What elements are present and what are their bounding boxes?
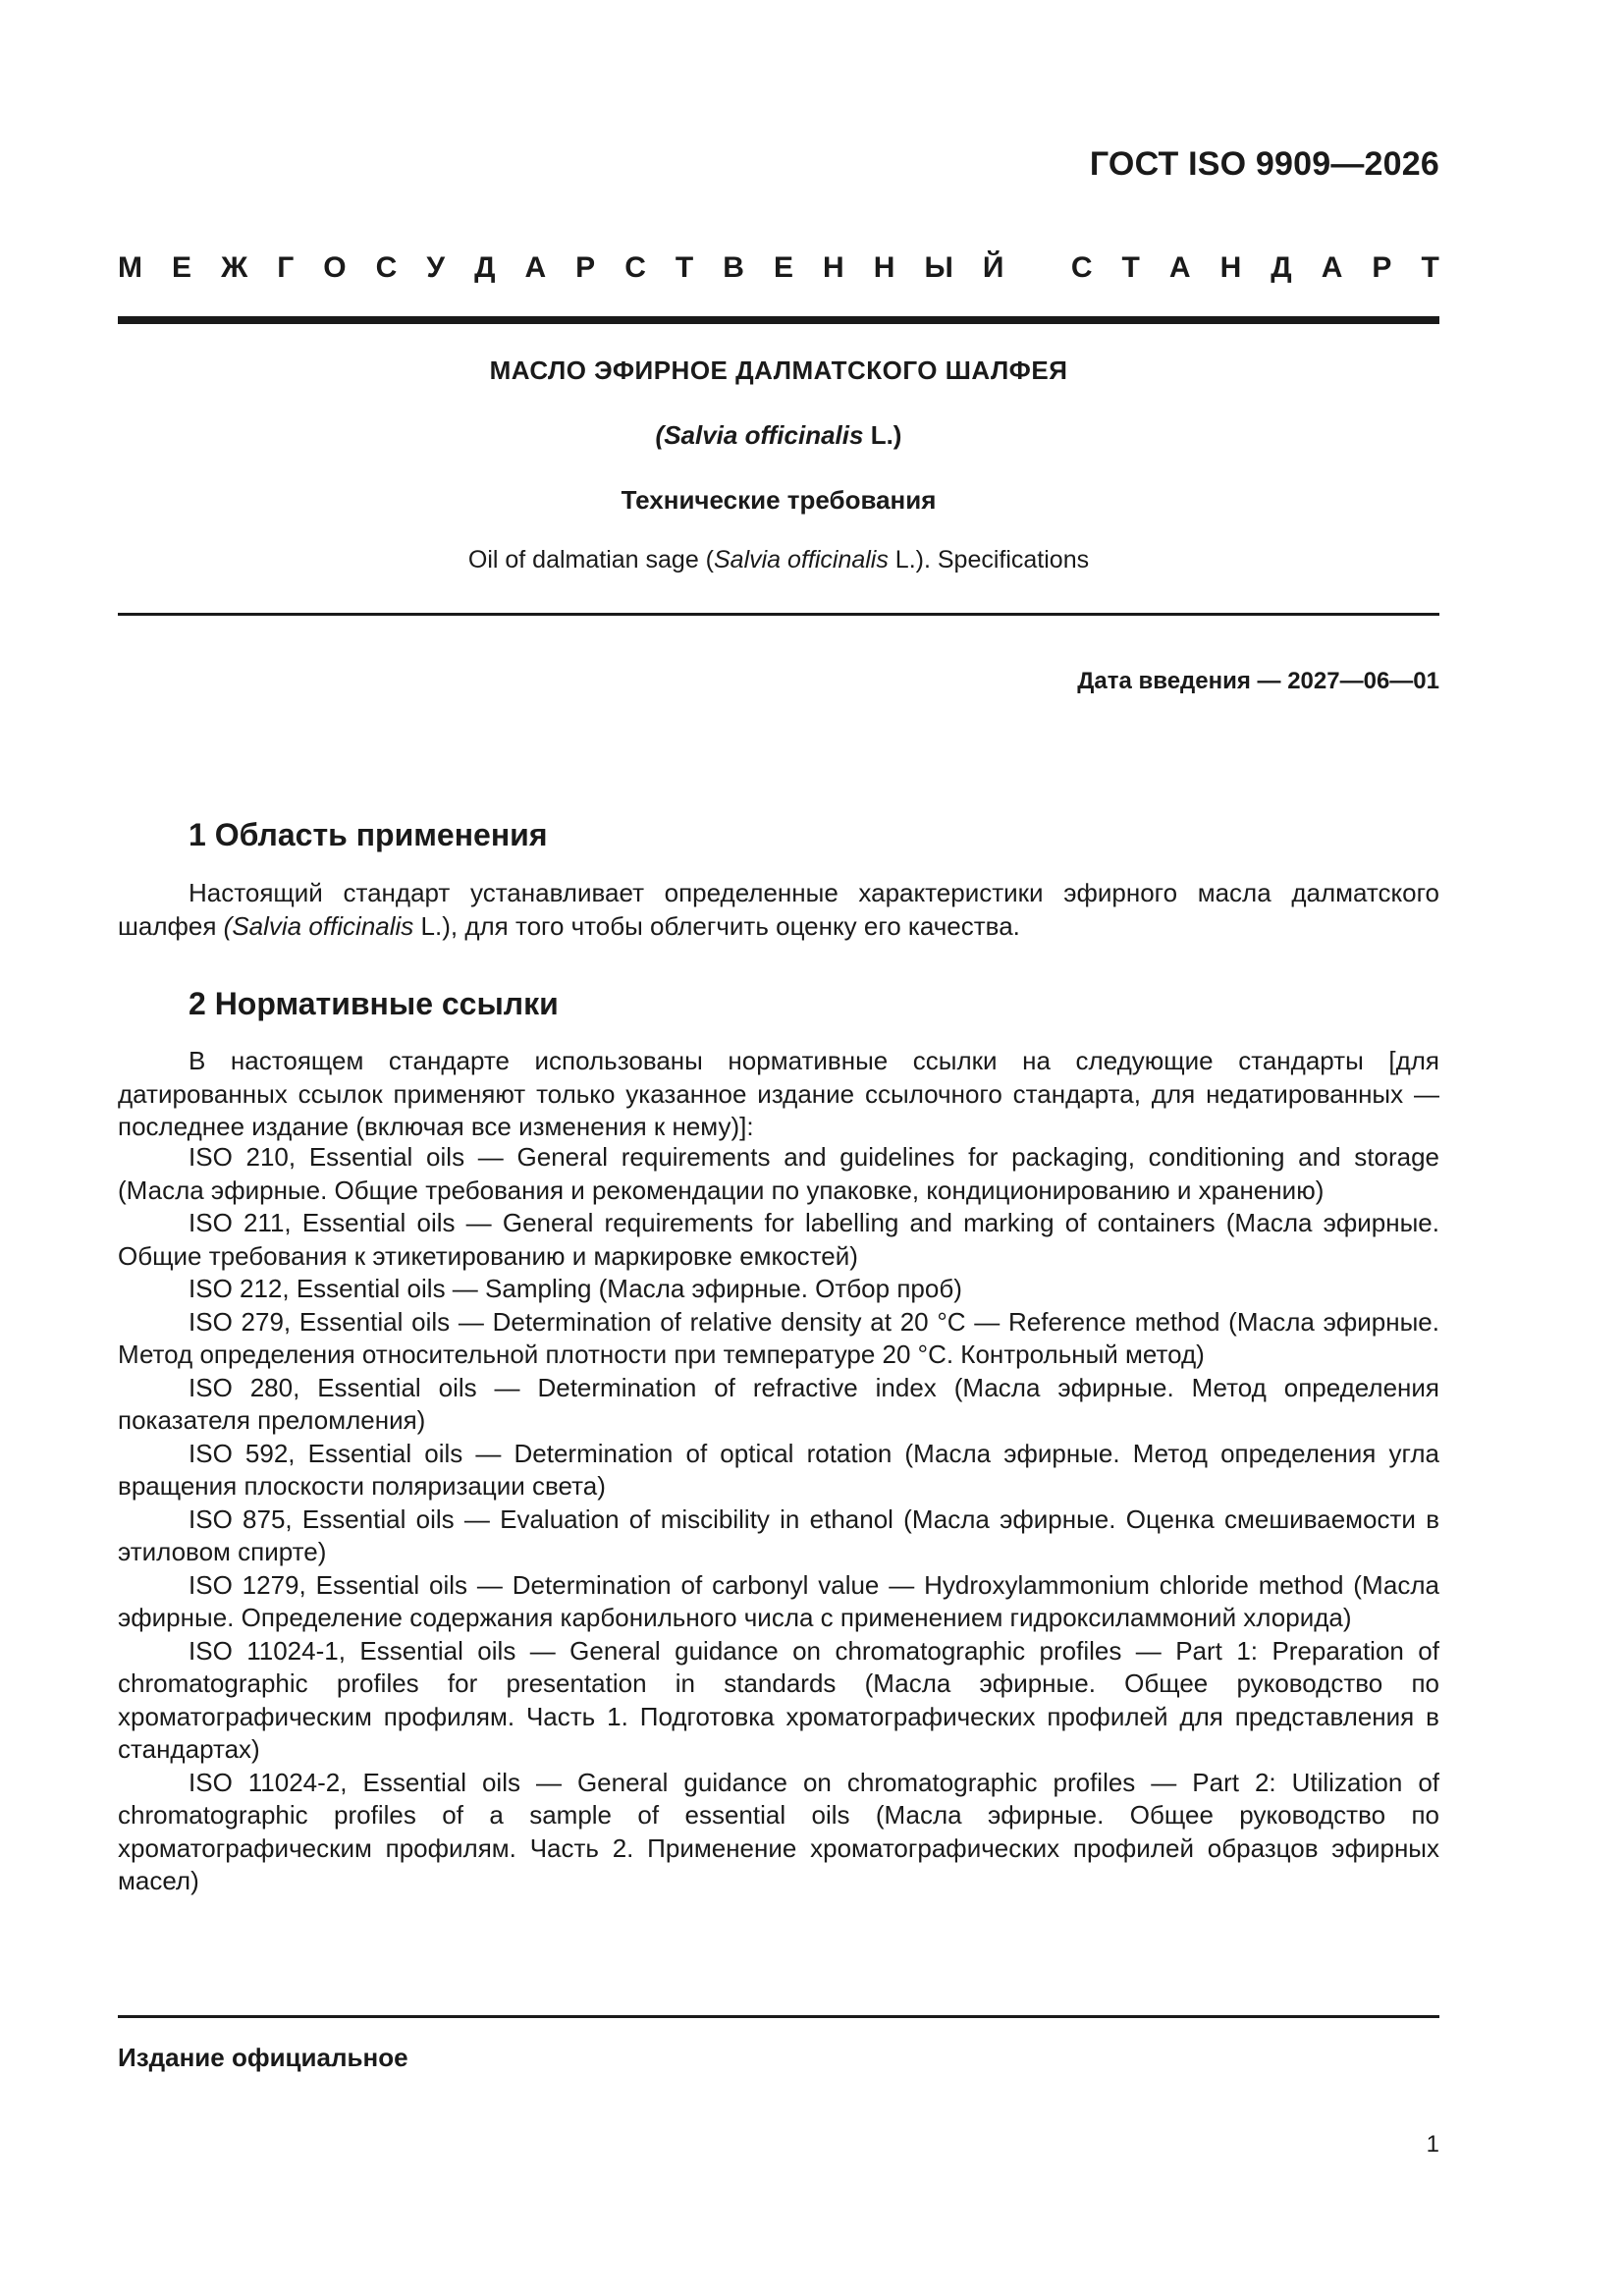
reference-item: ISO 279, Essential oils — Determination of relative density at 20 °C — Reference method (Масла эфирные. Метод определения относительной плотности при температуре 20 °C. Контрольный метод) [118, 1306, 1439, 1369]
section-2-heading: 2 Нормативные ссылки [189, 986, 559, 1021]
reference-item: ISO 11024-1, Essential oils — General guidance on chromatographic profiles — Part 1: Preparation of chromatographic profiles for presentation in standards (Масла эфирные. Общее руководство по хроматографическим профилям. Часть 1. Подготовка хроматографических профилей для представления в стандартах) [118, 1635, 1439, 1764]
latin-species: Salvia officinalis [664, 420, 864, 450]
reference-item: ISO 875, Essential oils — Evaluation of miscibility in ethanol (Масла эфирные. Оценка смешиваемости в этиловом спирте) [118, 1503, 1439, 1566]
banner-letter: Т [1121, 251, 1140, 284]
page-number: 1 [1426, 2131, 1439, 2158]
banner-letter: М [118, 251, 142, 284]
banner-letter: Р [1372, 251, 1392, 284]
banner-letter: Г [277, 251, 295, 284]
banner-letter: Д [1271, 251, 1292, 284]
banner-letter: В [723, 251, 744, 284]
banner-letter: А [1321, 251, 1343, 284]
banner-letter: А [1168, 251, 1191, 284]
section-1-heading: 1 Область применения [189, 817, 548, 852]
banner-letter: Т [675, 251, 694, 284]
banner-letter: Р [575, 251, 596, 284]
footer-divider [118, 2015, 1439, 2018]
reference-item: ISO 210, Essential oils — General requirements and guidelines for packaging, conditioning and storage (Масла эфирные. Общие требования и рекомендации по упаковке, кондиционированию и хранению) [118, 1142, 1439, 1205]
reference-item: ISO 211, Essential oils — General requirements for labelling and marking of containers (Масла эфирные. Общие требования к этикетированию и маркировке емкостей) [118, 1208, 1439, 1271]
banner-letter: А [524, 251, 547, 284]
banner-letter [1033, 251, 1041, 285]
latin-open-paren: ( [655, 420, 665, 450]
banner-letter: У [426, 251, 446, 284]
latin-author: L.) [863, 420, 902, 450]
standard-number: ГОСТ ISO 9909—2026 [1089, 145, 1439, 183]
section-1-text [118, 877, 1439, 943]
banner-letter: Н [823, 251, 844, 284]
banner-letter: Д [474, 251, 496, 284]
document-page [118, 0, 1439, 2296]
header-thick-rule [118, 316, 1439, 324]
banner-letter: С [1070, 251, 1093, 284]
references-list [118, 1141, 1439, 1898]
section-1-text-end: для того чтобы облегчить оценку его качества. [458, 910, 1020, 941]
banner-letter: Ж [221, 251, 248, 284]
document-subtitle: Технические требования [621, 485, 937, 515]
banner-letter: О [323, 251, 347, 284]
standard-category-banner [118, 251, 1439, 285]
banner-letter: Ы [924, 251, 953, 284]
introduction-date: Дата введения — 2027—06—01 [1077, 668, 1439, 694]
banner-letter: Т [1421, 251, 1439, 284]
banner-letter: Е [172, 251, 192, 284]
banner-letter: С [624, 251, 646, 284]
banner-letter: Е [773, 251, 793, 284]
english-title [118, 546, 1439, 574]
english-title-prefix: Oil of dalmatian sage ( [467, 546, 714, 574]
banner-letter: Н [1219, 251, 1242, 284]
banner-letter: С [375, 251, 398, 284]
section-1-text-start: Настоящий стандарт устанавливает определенные характеристики эфирного масла далматского шалфея [118, 878, 1439, 941]
reference-item: ISO 592, Essential oils — Determination of optical rotation (Масла эфирные. Метод определения угла вращения плоскости поляризации света) [118, 1438, 1439, 1501]
reference-item: ISO 280, Essential oils — Determination of refractive index (Масла эфирные. Метод определения показателя преломления) [118, 1372, 1439, 1435]
title-divider [118, 613, 1439, 616]
reference-item: ISO 11024-2, Essential oils — General guidance on chromatographic profiles — Part 2: Utilization of chromatographic profiles of a sample of essential oils (Масла эфирные. Общее руководство по хроматографическим профилям. Часть 2. Применение хроматографических профилей образцов эфирных масел) [118, 1767, 1439, 1895]
reference-item: ISO 1279, Essential oils — Determination of carbonyl value — Hydroxylammonium chloride method (Масла эфирные. Определение содержания карбонильного числа с применением гидроксиламмоний хлорида) [118, 1569, 1439, 1632]
latin-name-title [118, 420, 1439, 451]
english-title-suffix: L.). Specifications [888, 546, 1090, 574]
banner-letter: Н [873, 251, 895, 284]
banner-letter: Й [982, 251, 1004, 284]
section-1-species: (Salvia officinalis [223, 910, 414, 941]
section-2-intro: В настоящем стандарте использованы нормативные ссылки на следующие стандарты [для датированных ссылок применяют только указанное издание ссылочного стандарта, для недатированных — последнее издание (включая все изменения к нему)]: [118, 1046, 1439, 1141]
reference-item: ISO 212, Essential oils — Sampling (Масла эфирные. Отбор проб) [189, 1274, 962, 1303]
official-edition-label: Издание официальное [118, 2043, 408, 2072]
section-1-author: L.), [413, 910, 459, 941]
document-title: МАСЛО ЭФИРНОЕ ДАЛМАТСКОГО ШАЛФЕЯ [489, 355, 1068, 385]
english-title-species: Salvia officinalis [714, 546, 889, 574]
